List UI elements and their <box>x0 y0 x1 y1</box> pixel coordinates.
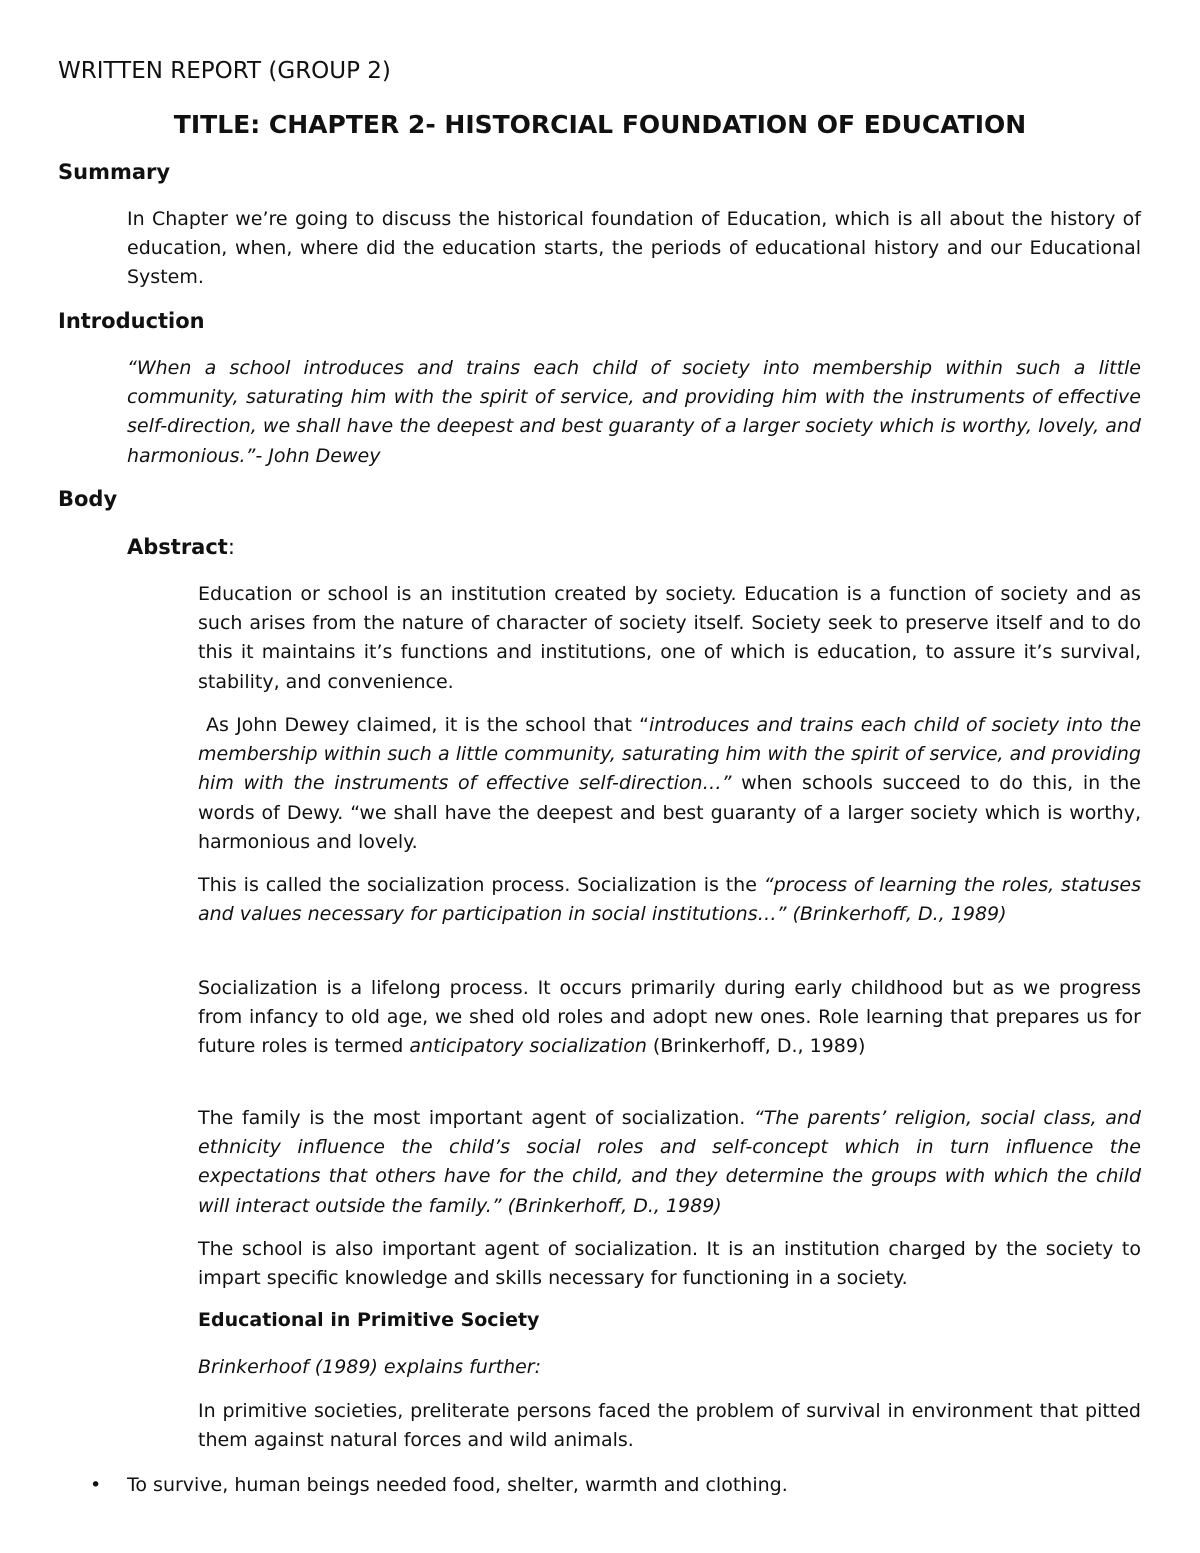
family-agent-quote: “The parents’ religion, social class, and ethnicity influence the child’s social roles and self-concept which in turn influence the expectations that others have for the child, and they determine the groups with which the child will interact outside the family.” (Brinkerhoff, D., 1989) <box>198 1107 1141 1217</box>
socialization-definition-lead: This is called the socialization process. Socialization is the <box>198 874 764 896</box>
introduction-heading: Introduction <box>58 309 205 333</box>
summary-text: In Chapter we’re going to discuss the historical foundation of Education, which is all about the history of education, when, where did the education starts, the periods of educational history and our Educational System. <box>127 208 1141 289</box>
report-label: WRITTEN REPORT (GROUP 2) <box>58 58 391 84</box>
dewey-claim-quote: introduces and trains each child of society into the membership within such a little community, saturating him with the spirit of service, and providing him with the instruments of effective self-direction…” <box>198 714 1142 795</box>
abstract-paragraph-3 <box>198 871 1141 929</box>
primitive-society-intro: Brinkerhoof (1989) explains further: <box>198 1356 542 1378</box>
abstract-heading-label: Abstract <box>127 535 228 559</box>
bullet-icon: • <box>90 1474 102 1496</box>
abstract-paragraph-2 <box>198 711 1141 857</box>
abstract-paragraph-1: Education or school is an institution created by society. Education is a function of society and as such arises from the nature of character of society itself. Society seek to preserve itself and to do this it maintains it’s functions and institutions, one of which is education, to assure it’s survival, stability, and convenience. <box>198 583 1141 693</box>
primitive-society-heading: Educational in Primitive Society <box>198 1309 540 1331</box>
anticipatory-socialization-term: anticipatory socialization <box>409 1035 647 1058</box>
family-agent-lead: The family is the most important agent of socialization. <box>198 1107 754 1129</box>
lifelong-process-citation: (Brinkerhoff, D., 1989) <box>646 1035 866 1058</box>
abstract-heading-colon: : <box>227 535 235 559</box>
abstract-heading <box>127 535 235 559</box>
summary-heading: Summary <box>58 160 171 184</box>
abstract-paragraph-6: The school is also important agent of socialization. It is an institution charged by the society to impart specific knowledge and skills necessary for functioning in a society. <box>198 1238 1141 1290</box>
primitive-society-text: In primitive societies, preliterate persons faced the problem of survival in environment that pitted them against natural forces and wild animals. <box>198 1400 1141 1452</box>
dewey-claim-text: As John Dewey claimed, it is the school that “ <box>206 714 649 736</box>
dewey-claim-continuation: when schools succeed to do this, in the words of Dewy. “we shall have the deepest and best guaranty of a larger society which is worthy, harmonious and lovely. <box>198 772 1141 853</box>
body-heading: Body <box>58 487 118 511</box>
abstract-paragraph-5 <box>198 1104 1141 1221</box>
abstract-paragraph-4 <box>198 974 1141 1062</box>
bullet-text: To survive, human beings needed food, shelter, warmth and clothing. <box>127 1474 788 1496</box>
socialization-definition-quote: “process of learning the roles, statuses and values necessary for participation in social institutions…” (Brinkerhoff, D., 1989) <box>198 874 1141 926</box>
introduction-quote: “When a school introduces and trains each child of society into membership within such a little community, saturating him with the spirit of service, and providing him with the instruments of effective self-direction, we shall have the deepest and best guaranty of a larger society which is worthy, lovely, and harmonious.”- John Dewey <box>127 357 1141 467</box>
document-title: TITLE: CHAPTER 2- HISTORCIAL FOUNDATION OF EDUCATION <box>173 110 1027 139</box>
lifelong-process-text: Socialization is a lifelong process. It occurs primarily during early childhood but as we progress from infancy to old age, we shed old roles and adopt new ones. Role learning that prepares us for future roles is termed <box>198 977 1141 1058</box>
